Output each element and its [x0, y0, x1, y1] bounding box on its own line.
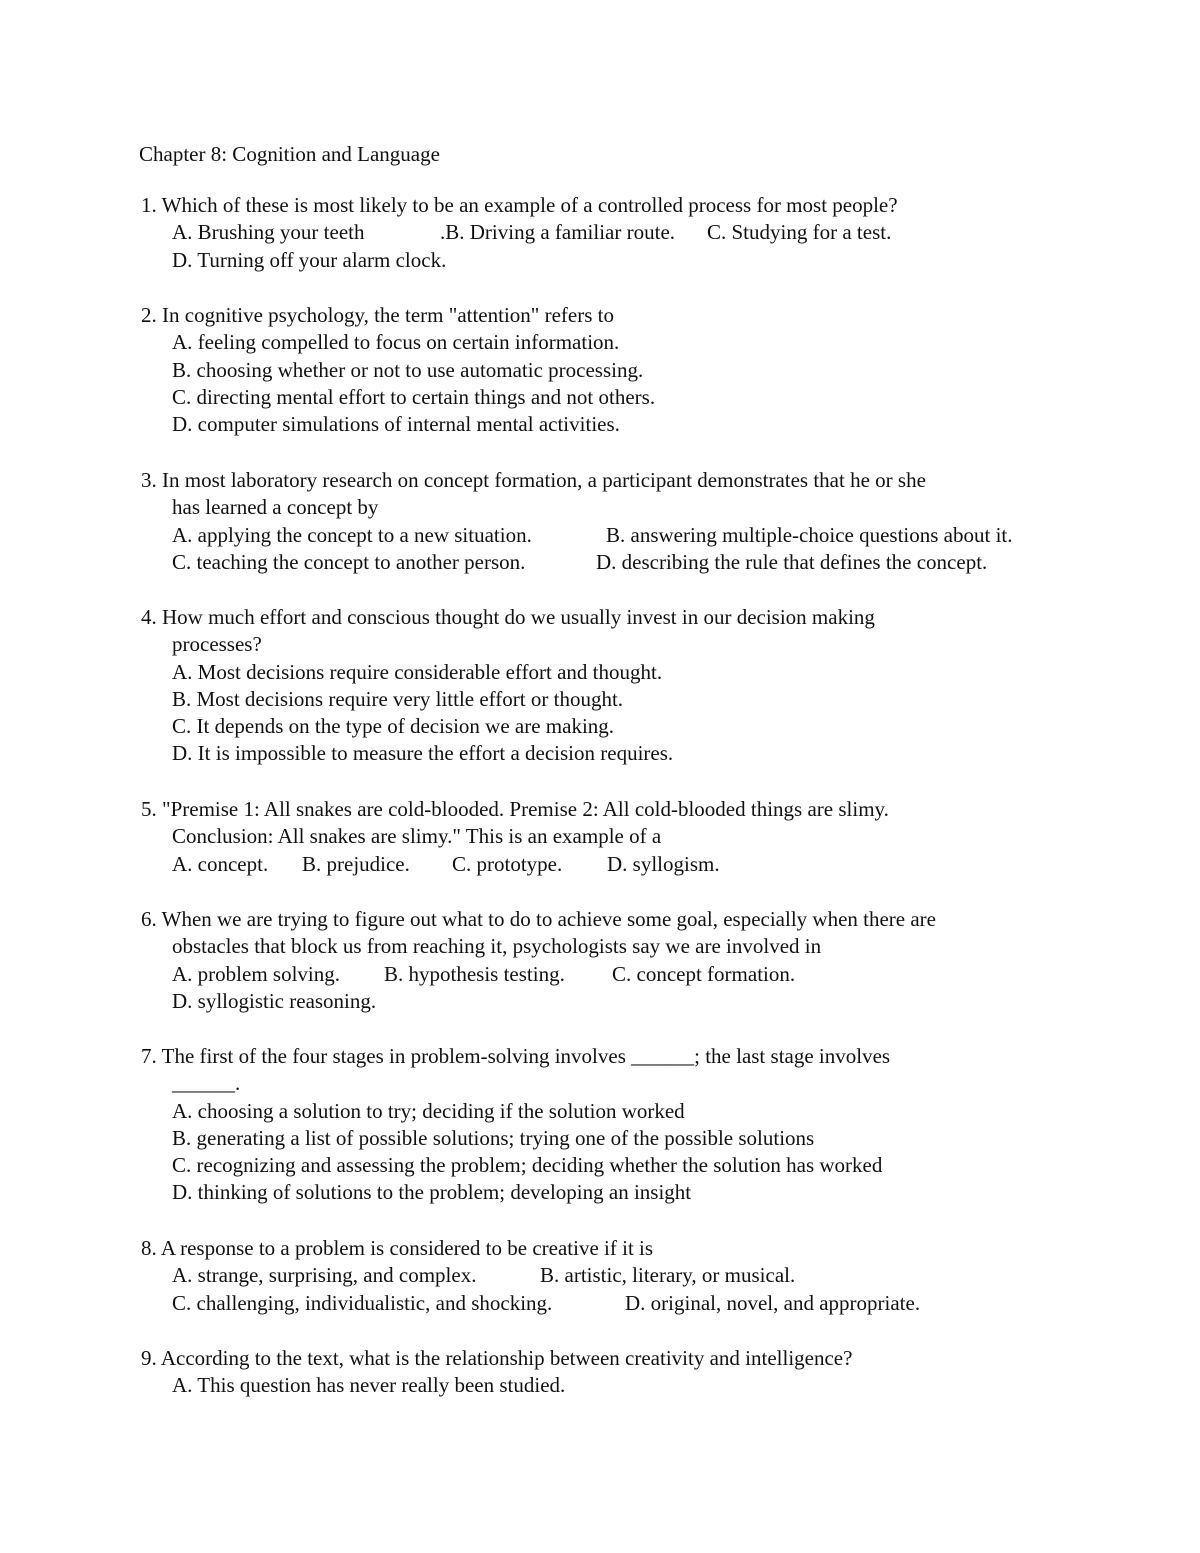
option-a: A. This question has never really been studied.	[172, 1373, 566, 1398]
option-row	[172, 988, 936, 1015]
option-b: B. hypothesis testing.	[384, 961, 565, 986]
option-b: B. generating a list of possible solutions; trying one of the possible solutions	[172, 1125, 815, 1150]
option-a: A. Brushing your teeth	[172, 220, 365, 245]
option-b: B. choosing whether or not to use automatic processing.	[172, 357, 644, 382]
option-row	[172, 713, 875, 740]
chapter-title: Chapter 8: Cognition and Language	[139, 142, 440, 166]
option-d: D. Turning off your alarm clock.	[172, 247, 447, 272]
answer-options	[141, 1372, 852, 1399]
option-c: C. recognizing and assessing the problem; deciding whether the solution has worked	[172, 1153, 883, 1178]
question-3	[141, 467, 1013, 576]
option-row	[172, 1262, 920, 1289]
option-row	[172, 411, 655, 438]
question-stem-continued: obstacles that block us from reaching it, psychologists say we are involved in	[172, 934, 822, 959]
option-row	[172, 549, 1013, 576]
option-row	[172, 851, 889, 878]
option-row	[172, 247, 898, 274]
question-stem: 6. When we are trying to figure out what to do to achieve some goal, especially when there are	[141, 907, 936, 931]
option-c: C. Studying for a test.	[707, 220, 892, 245]
option-row	[172, 740, 875, 767]
option-b: .B. Driving a familiar route.	[440, 220, 676, 245]
option-b: B. artistic, literary, or musical.	[540, 1263, 796, 1288]
option-row	[172, 659, 875, 686]
option-a: A. concept.	[172, 851, 269, 876]
question-stem: 3. In most laboratory research on concept formation, a participant demonstrates that he or she	[141, 468, 926, 492]
answer-options	[141, 1098, 890, 1207]
question-stem: 4. How much effort and conscious thought do we usually invest in our decision making	[141, 605, 875, 629]
question-4	[141, 604, 875, 768]
option-a: A. feeling compelled to focus on certain information.	[172, 330, 620, 355]
option-d: D. syllogism.	[607, 851, 720, 876]
option-row	[172, 219, 898, 246]
option-b: B. Most decisions require very little effort or thought.	[172, 686, 624, 711]
question-stem: 8. A response to a problem is considered to be creative if it is	[141, 1236, 654, 1260]
option-row	[172, 1125, 890, 1152]
option-a: A. Most decisions require considerable effort and thought.	[172, 659, 663, 684]
option-row	[172, 522, 1013, 549]
option-a: A. problem solving.	[172, 961, 340, 986]
option-c: C. directing mental effort to certain things and not others.	[172, 384, 656, 409]
option-b: B. answering multiple-choice questions about it.	[606, 522, 1013, 547]
question-stem: 1. Which of these is most likely to be an example of a controlled process for most people?	[141, 193, 898, 217]
question-stem: 5. "Premise 1: All snakes are cold-blooded. Premise 2: All cold-blooded things are slimy.	[141, 797, 889, 821]
option-d: D. describing the rule that defines the concept.	[596, 549, 988, 574]
question-stem: 2. In cognitive psychology, the term "attention" refers to	[141, 303, 614, 327]
option-d: D. thinking of solutions to the problem; developing an insight	[172, 1180, 692, 1205]
question-2	[141, 302, 655, 438]
question-stem: 7. The first of the four stages in problem-solving involves ______; the last stage involves	[141, 1044, 891, 1068]
answer-options	[141, 961, 936, 1016]
answer-options	[141, 329, 655, 438]
option-d: D. syllogistic reasoning.	[172, 988, 377, 1013]
answer-options	[141, 659, 875, 768]
answer-options	[141, 851, 889, 878]
option-row	[172, 357, 655, 384]
option-row	[172, 1290, 920, 1317]
option-c: C. prototype.	[452, 851, 563, 876]
option-row	[172, 384, 655, 411]
question-5	[141, 796, 889, 878]
option-c: C. teaching the concept to another person.	[172, 549, 526, 574]
option-row	[172, 1179, 890, 1206]
question-7	[141, 1043, 890, 1207]
option-c: C. It depends on the type of decision we are making.	[172, 714, 615, 739]
option-row	[172, 686, 875, 713]
question-9	[141, 1345, 852, 1400]
option-d: D. It is impossible to measure the effort a decision requires.	[172, 741, 674, 766]
question-8	[141, 1235, 920, 1317]
option-b: B. prejudice.	[302, 851, 410, 876]
question-stem-continued: ______.	[172, 1071, 241, 1096]
question-stem-continued: has learned a concept by	[172, 495, 379, 520]
option-row	[172, 1098, 890, 1125]
answer-options	[141, 219, 898, 274]
option-a: A. applying the concept to a new situation.	[172, 522, 532, 547]
option-row	[172, 1372, 852, 1399]
option-row	[172, 1152, 890, 1179]
option-a: A. choosing a solution to try; deciding if the solution worked	[172, 1098, 685, 1123]
option-a: A. strange, surprising, and complex.	[172, 1263, 477, 1288]
answer-options	[141, 522, 1013, 577]
option-c: C. challenging, individualistic, and shocking.	[172, 1290, 553, 1315]
question-1	[141, 192, 898, 274]
question-stem-continued: processes?	[172, 632, 262, 657]
question-stem-continued: Conclusion: All snakes are slimy." This is an example of a	[172, 824, 662, 849]
option-d: D. original, novel, and appropriate.	[625, 1290, 921, 1315]
option-row	[172, 329, 655, 356]
question-6	[141, 906, 936, 1015]
option-row	[172, 961, 936, 988]
option-d: D. computer simulations of internal mental activities.	[172, 412, 620, 437]
option-c: C. concept formation.	[612, 961, 796, 986]
answer-options	[141, 1262, 920, 1317]
question-stem: 9. According to the text, what is the relationship between creativity and intelligence?	[141, 1346, 853, 1370]
